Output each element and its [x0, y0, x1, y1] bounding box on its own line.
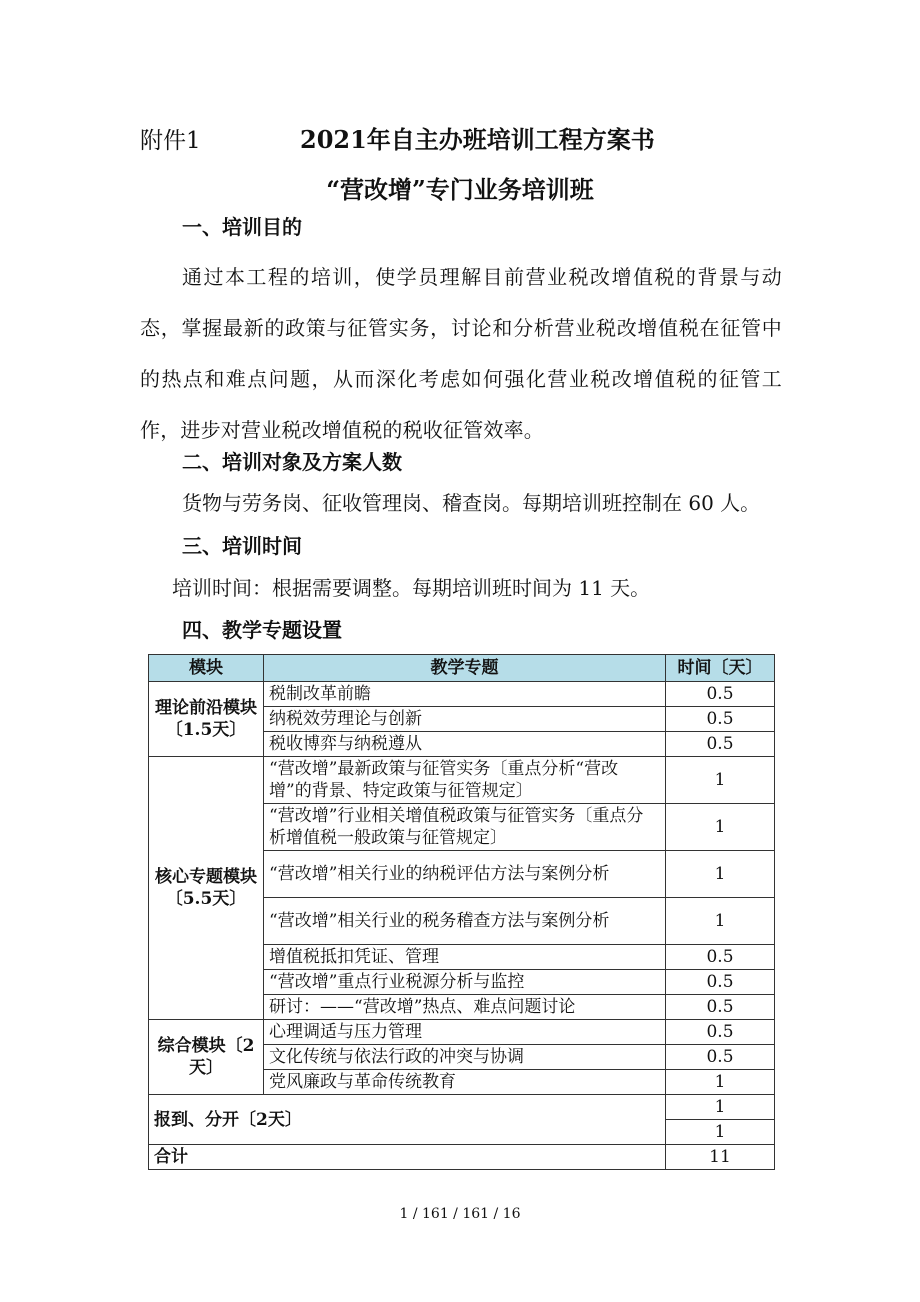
topic-cell: “营改增”行业相关增值税政策与征管实务〔重点分析增值税一般政策与征管规定〕 — [264, 804, 666, 851]
table-row — [149, 757, 775, 804]
time-cell: 0.5 — [666, 732, 775, 757]
section-text-time: 培训时间：根据需要调整。每期培训班时间为 11 天。 — [172, 576, 651, 600]
section-text-purpose: 通过本工程的培训，使学员理解目前营业税改增值税的背景与动态，掌握最新的政策与征管实务，讨论和分析营业税改增值税在征管中的热点和难点问题，从而深化考虑如何强化营业税改增值税的征管工作，进步对营业税改增值税的税收征管效率。 — [140, 265, 782, 442]
time-cell: 0.5 — [666, 682, 775, 707]
section-heading-time: 三、培训时间 — [182, 534, 302, 558]
time-cell: 0.5 — [666, 1045, 775, 1070]
report-label-cell: 报到、分开〔2天〕 — [149, 1095, 666, 1145]
time-cell: 1 — [666, 1120, 775, 1145]
time-cell: 0.5 — [666, 1020, 775, 1045]
time-cell: 1 — [666, 898, 775, 945]
module-cell: 综合模块〔2天〕 — [149, 1020, 264, 1095]
module-cell: 核心专题模块〔5.5天〕 — [149, 757, 264, 1020]
topic-cell: 增值税抵扣凭证、管理 — [264, 945, 666, 970]
time-cell: 0.5 — [666, 945, 775, 970]
table-header-row — [149, 655, 775, 682]
total-label-cell: 合计 — [149, 1145, 666, 1170]
section-heading-audience: 二、培训对象及方案人数 — [182, 450, 402, 474]
section-heading-topics: 四、教学专题设置 — [182, 618, 342, 642]
table-total-row — [149, 1145, 775, 1170]
table-row — [149, 1095, 775, 1120]
page-footer: 1 / 161 / 161 / 16 — [399, 1206, 521, 1222]
module-cell: 理论前沿模块〔1.5天〕 — [149, 682, 264, 757]
topic-cell: 研讨：——“营改增”热点、难点问题讨论 — [264, 995, 666, 1020]
topic-cell: 纳税效劳理论与创新 — [264, 707, 666, 732]
time-cell: 1 — [666, 1070, 775, 1095]
topic-cell: 心理调适与压力管理 — [264, 1020, 666, 1045]
time-cell: 0.5 — [666, 995, 775, 1020]
topic-cell: “营改增”重点行业税源分析与监控 — [264, 970, 666, 995]
header-topic: 教学专题 — [264, 655, 666, 682]
topic-cell: 党风廉政与革命传统教育 — [264, 1070, 666, 1095]
attachment-label: 附件1 — [140, 128, 201, 154]
time-cell: 1 — [666, 757, 775, 804]
topic-cell: 税制改革前瞻 — [264, 682, 666, 707]
header-module: 模块 — [149, 655, 264, 682]
section-heading-purpose: 一、培训目的 — [182, 215, 302, 239]
time-cell: 0.5 — [666, 970, 775, 995]
time-cell: 1 — [666, 804, 775, 851]
topic-cell: 税收博弈与纳税遵从 — [264, 732, 666, 757]
time-cell: 0.5 — [666, 707, 775, 732]
section-text-audience: 货物与劳务岗、征收管理岗、稽查岗。每期培训班控制在 60 人。 — [182, 491, 761, 515]
time-cell: 1 — [666, 851, 775, 898]
table-row — [149, 1020, 775, 1045]
document-title: 2021年自主办班培训工程方案书 — [300, 125, 655, 154]
document-subtitle: “营改增”专门业务培训班 — [326, 175, 594, 204]
course-table — [148, 654, 775, 1170]
header-time: 时间〔天〕 — [666, 655, 775, 682]
topic-cell: “营改增”相关行业的纳税评估方法与案例分析 — [264, 851, 666, 898]
topic-cell: “营改增”最新政策与征管实务〔重点分析“营改增”的背景、特定政策与征管规定〕 — [264, 757, 666, 804]
topic-cell: 文化传统与依法行政的冲突与协调 — [264, 1045, 666, 1070]
table-row — [149, 682, 775, 707]
time-cell: 1 — [666, 1095, 775, 1120]
topic-cell: “营改增”相关行业的税务稽查方法与案例分析 — [264, 898, 666, 945]
total-time-cell: 11 — [666, 1145, 775, 1170]
